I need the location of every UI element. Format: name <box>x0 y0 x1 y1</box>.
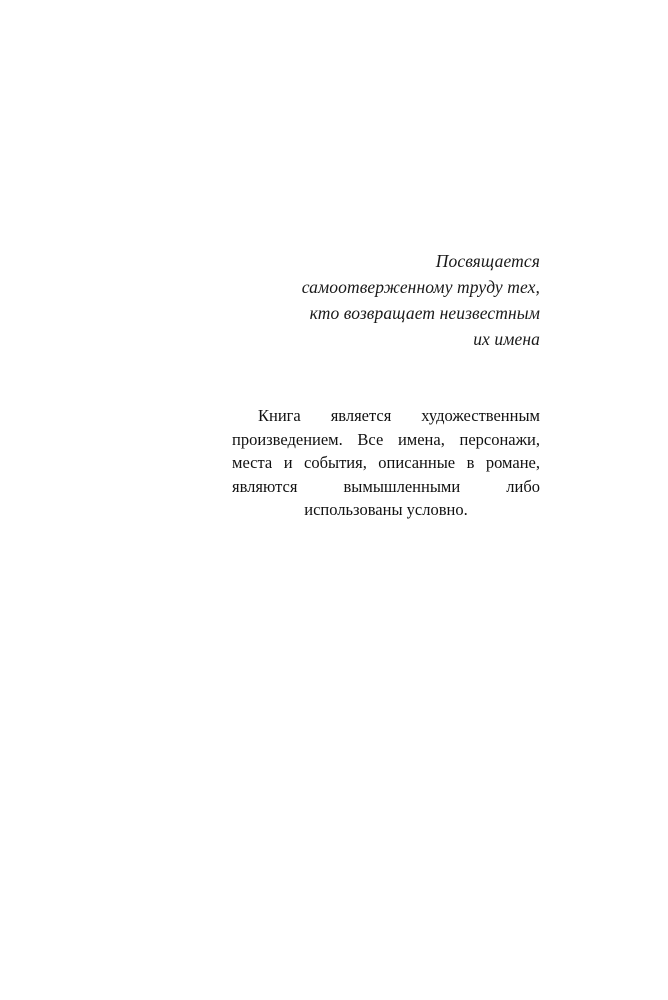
fiction-disclaimer-text: Книга является художественным произведением. Все имена, персонажи, места и события, описанные в романе, являются вымышленными либо использованы условно. <box>232 406 540 519</box>
dedication-line-1: Посвящается <box>435 251 540 271</box>
dedication-line-2: самоотверженному труду тех, <box>301 277 540 297</box>
dedication-line-3: кто возвращает неизвестным <box>309 303 540 323</box>
dedication-line-4: их имена <box>473 329 540 349</box>
dedication-block <box>220 248 540 352</box>
fiction-disclaimer <box>232 404 540 522</box>
